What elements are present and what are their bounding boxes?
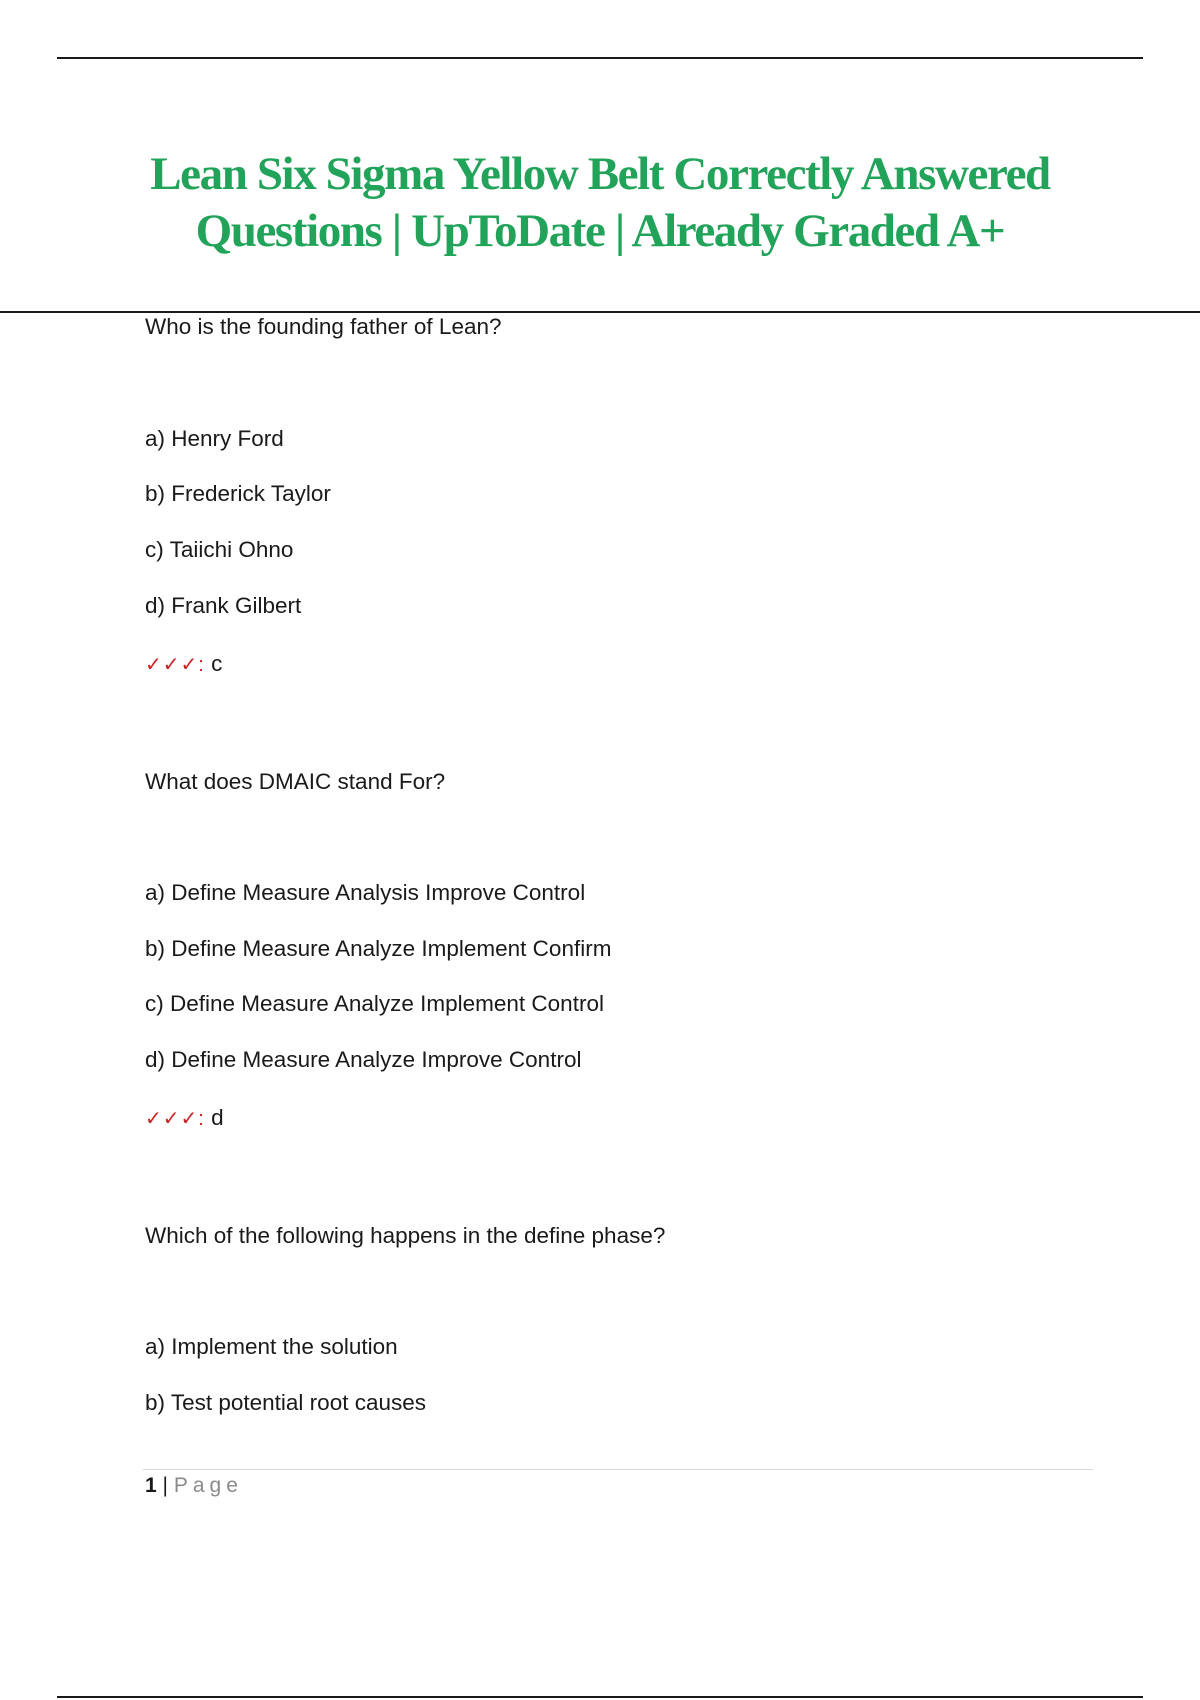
question-2-text: What does DMAIC stand For? [145, 769, 446, 794]
question-1-answer-value: c [211, 651, 223, 676]
question-1-option-d: d) Frank Gilbert [145, 593, 302, 618]
page-footer [145, 1473, 243, 1499]
question-2-option-a: a) Define Measure Analysis Improve Control [145, 880, 586, 905]
footer-rule [143, 1469, 1093, 1470]
page-label: Page [173, 1474, 243, 1497]
document-title [60, 146, 1140, 260]
top-rule [57, 57, 1143, 59]
footer-separator: | [162, 1474, 168, 1497]
question-1-answer [145, 650, 222, 679]
question-3-option-b: b) Test potential root causes [145, 1390, 426, 1415]
title-line-2: Questions | UpToDate | Already Graded A+ [195, 205, 1005, 257]
answer-check-icon: ✓✓✓: [145, 1108, 205, 1130]
answer-check-icon: ✓✓✓: [145, 654, 205, 676]
question-1-option-c: c) Taiichi Ohno [145, 537, 294, 562]
question-1-option-a: a) Henry Ford [145, 426, 284, 451]
page-number: 1 [145, 1474, 157, 1497]
question-1-option-b: b) Frederick Taylor [145, 481, 331, 506]
question-2-option-c: c) Define Measure Analyze Implement Control [145, 991, 604, 1016]
question-3-option-a: a) Implement the solution [145, 1334, 398, 1359]
question-3-text: Which of the following happens in the define phase? [145, 1223, 666, 1248]
question-1-text: Who is the founding father of Lean? [145, 314, 502, 339]
title-line-1: Lean Six Sigma Yellow Belt Correctly Answered [150, 148, 1050, 200]
question-2-answer-value: d [211, 1105, 224, 1130]
question-2-option-d: d) Define Measure Analyze Improve Control [145, 1047, 582, 1072]
question-2-answer [145, 1104, 224, 1133]
question-2-option-b: b) Define Measure Analyze Implement Confirm [145, 936, 612, 961]
bottom-rule [57, 1696, 1143, 1698]
